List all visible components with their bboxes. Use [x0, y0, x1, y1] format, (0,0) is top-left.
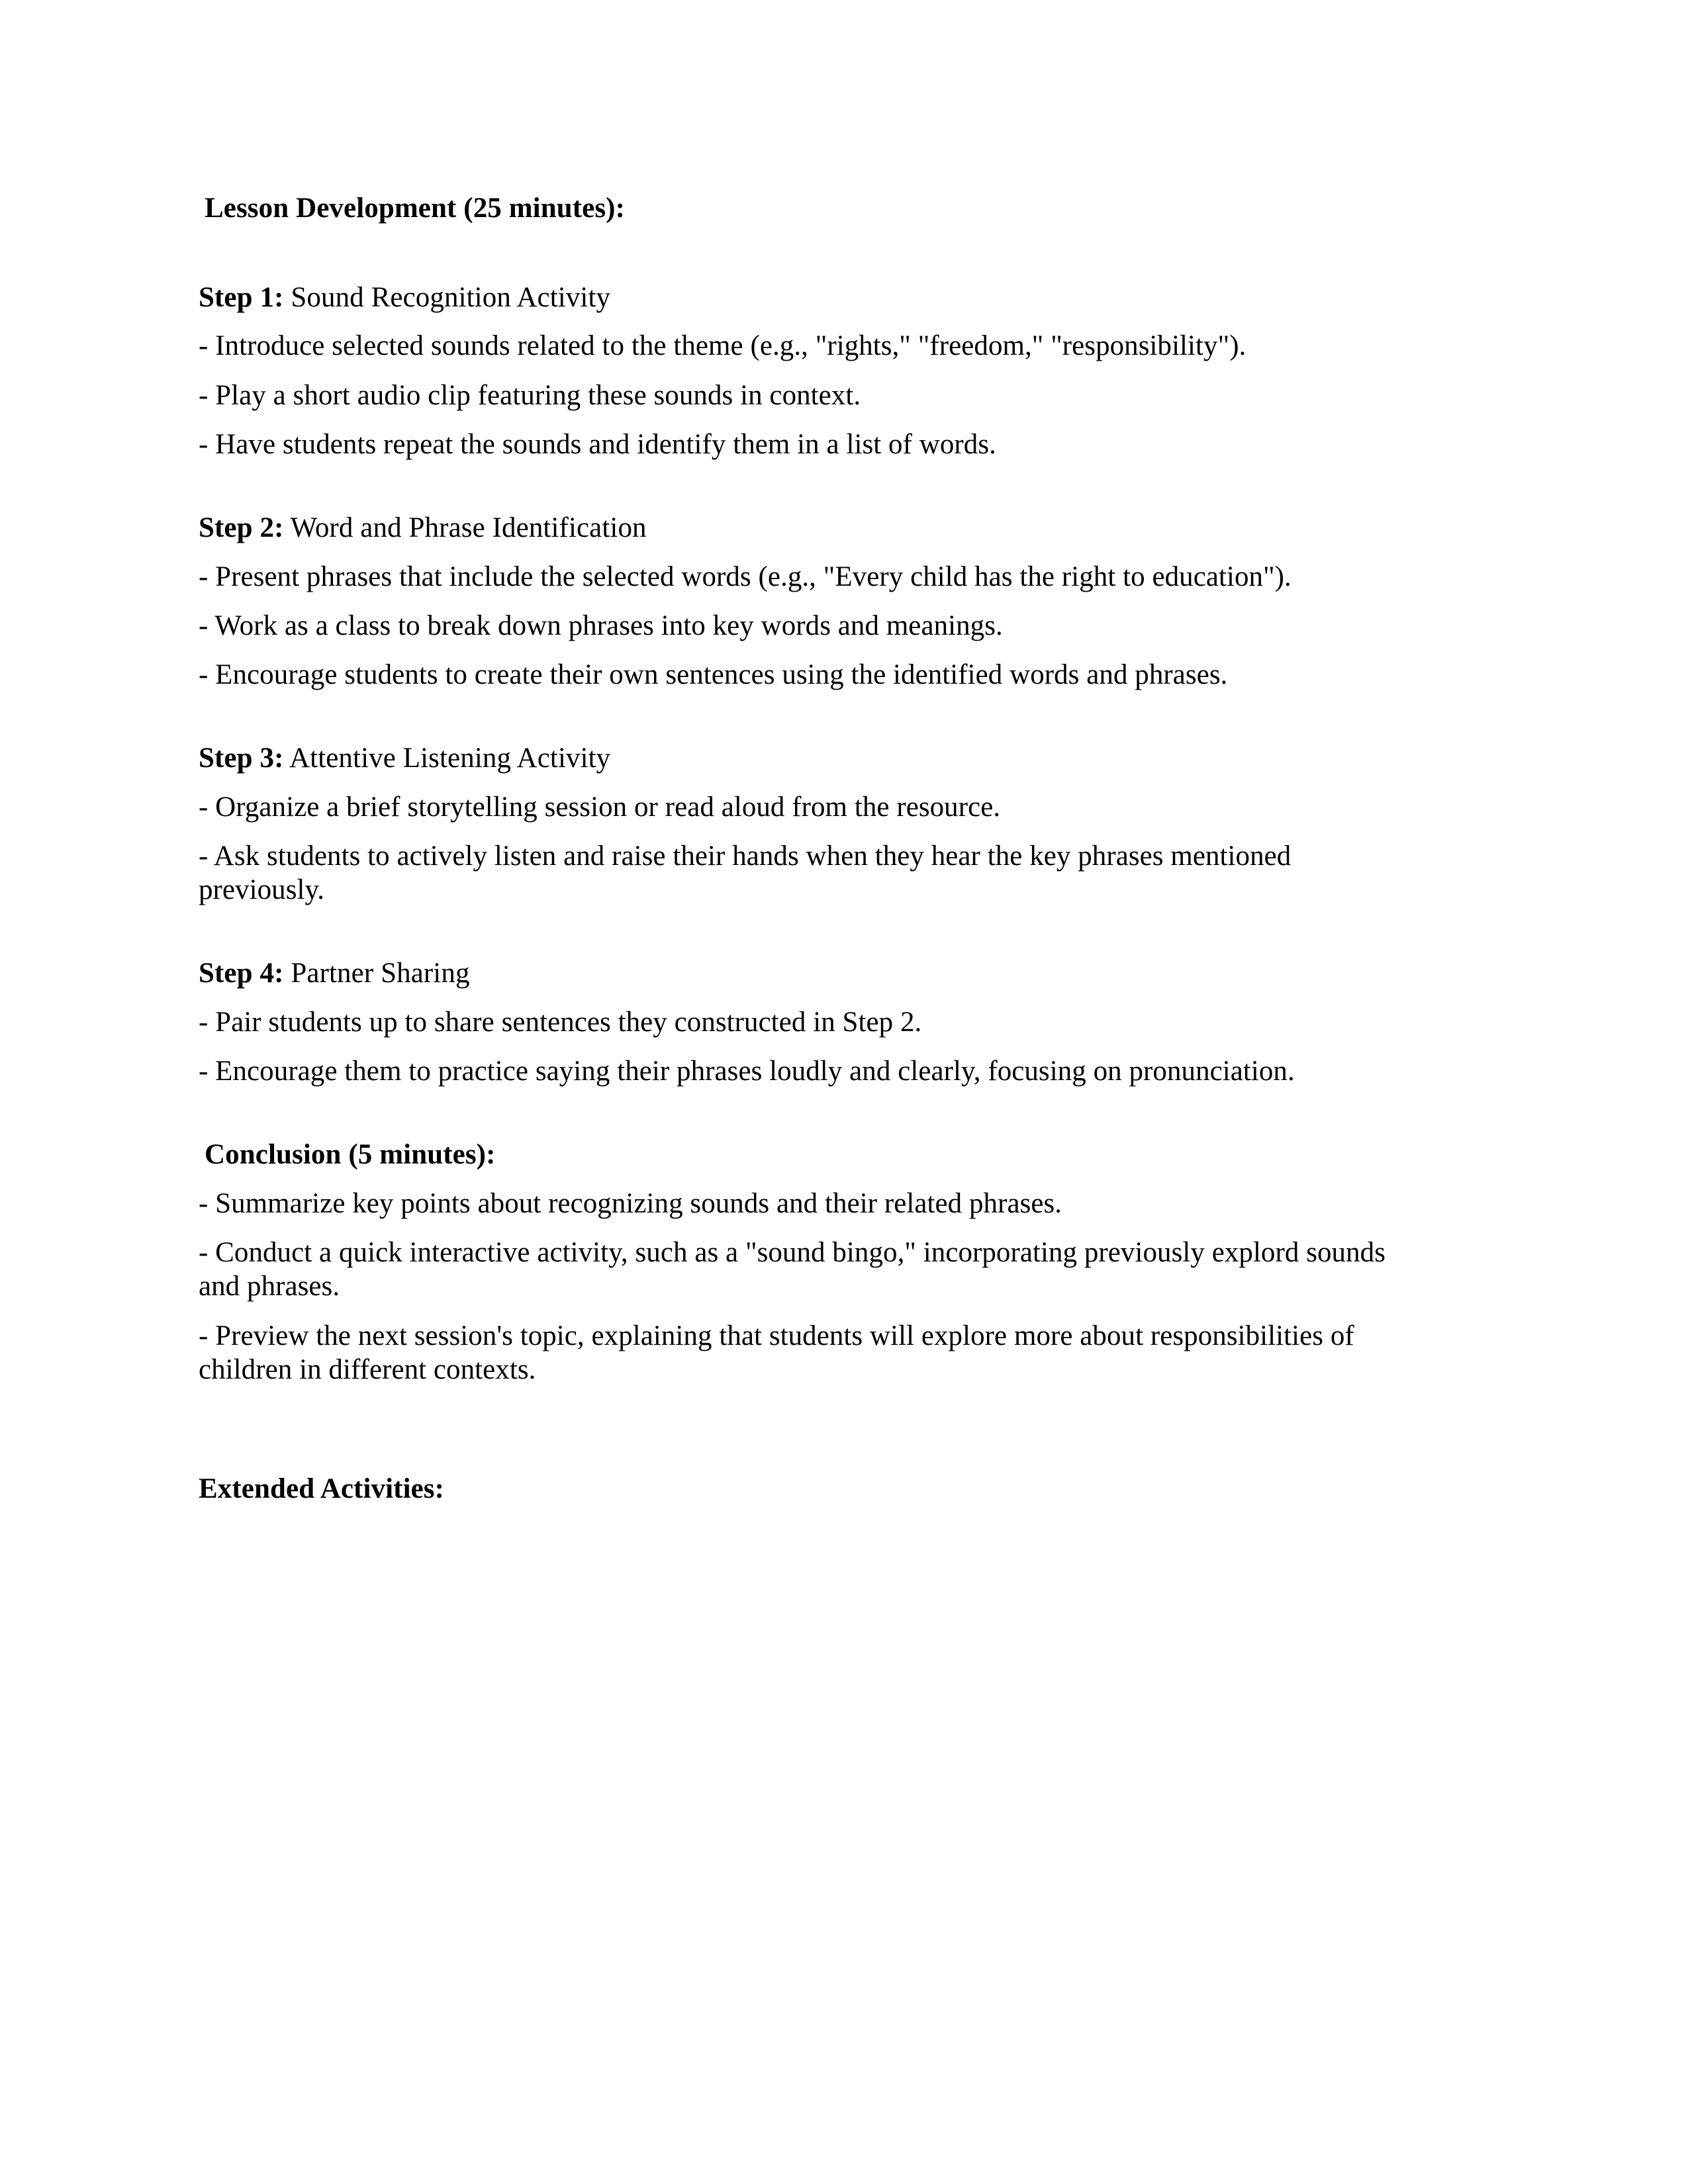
document-body: [199, 192, 1400, 1506]
spacer: [199, 594, 1400, 609]
step-3-bullet-1: - Organize a brief storytelling session or read aloud from the resource.: [199, 791, 1001, 823]
conclusion-bullet-2: - Conduct a quick interactive activity, such as a "sound bingo," incorporating previously explord sounds and phrases.: [199, 1237, 1385, 1302]
step-1-bullet-2: - Play a short audio clip featuring these sounds in context.: [199, 379, 861, 411]
heading-extended-activities: Extended Activities:: [199, 1473, 445, 1504]
spacer: [199, 1387, 1400, 1473]
step-4-bullet-2: - Encourage them to practice saying their phrases loudly and clearly, focusing on pronunciation.: [199, 1056, 1295, 1087]
step-3-label: Step 3:: [199, 743, 284, 774]
heading-step-2: [199, 512, 1400, 545]
spacer: [199, 1304, 1400, 1319]
spacer: [199, 991, 1400, 1005]
step-2-bullet-2: - Work as a class to break down phrases into key words and meanings.: [199, 610, 1003, 641]
step-4-title: Partner Sharing: [283, 958, 470, 989]
spacer: [199, 1220, 1400, 1236]
step-1-bullet-3: - Have students repeat the sounds and identify them in a list of words.: [199, 428, 996, 460]
step-2-title: Word and Phrase Identification: [283, 512, 647, 543]
spacer: [199, 461, 1400, 512]
heading-step-1: [199, 281, 1400, 315]
step-3-title: Attentive Listening Activity: [283, 743, 611, 774]
step-1-title: Sound Recognition Activity: [283, 281, 611, 313]
heading-step-4: [199, 957, 1400, 991]
heading-conclusion: Conclusion (5 minutes):: [205, 1139, 496, 1171]
step-2-bullet-3: - Encourage students to create their own sentences using the identified words and phrases.: [199, 659, 1228, 690]
heading-step-3: [199, 742, 1400, 776]
spacer: [199, 1039, 1400, 1054]
step-4-bullet-1: - Pair students up to share sentences they constructed in Step 2.: [199, 1007, 922, 1038]
step-1-label: Step 1:: [199, 281, 284, 313]
spacer: [199, 692, 1400, 742]
spacer: [199, 545, 1400, 560]
conclusion-bullet-1: - Summarize key points about recognizing sounds and their related phrases.: [199, 1188, 1062, 1220]
spacer: [199, 363, 1400, 379]
step-2-label: Step 2:: [199, 512, 284, 543]
spacer: [199, 1088, 1400, 1138]
spacer: [199, 1172, 1400, 1187]
step-3-bullet-2: - Ask students to actively listen and raise their hands when they hear the key phrases mentioned previously.: [199, 841, 1291, 906]
conclusion-bullet-3: - Preview the next session's topic, explaining that students will explore more about responsibilities of children in different contexts.: [199, 1320, 1354, 1385]
spacer: [199, 314, 1400, 329]
spacer: [199, 776, 1400, 790]
step-4-label: Step 4:: [199, 958, 284, 989]
step-2-bullet-1: - Present phrases that include the selected words (e.g., "Every child has the right to education").: [199, 561, 1291, 592]
spacer: [199, 643, 1400, 658]
spacer: [199, 907, 1400, 957]
spacer: [199, 824, 1400, 839]
step-1-bullet-1: - Introduce selected sounds related to the theme (e.g., "rights," "freedom," "responsibility").: [199, 330, 1246, 362]
spacer: [199, 226, 1400, 281]
heading-lesson-development: Lesson Development (25 minutes):: [205, 193, 626, 224]
spacer: [199, 412, 1400, 428]
